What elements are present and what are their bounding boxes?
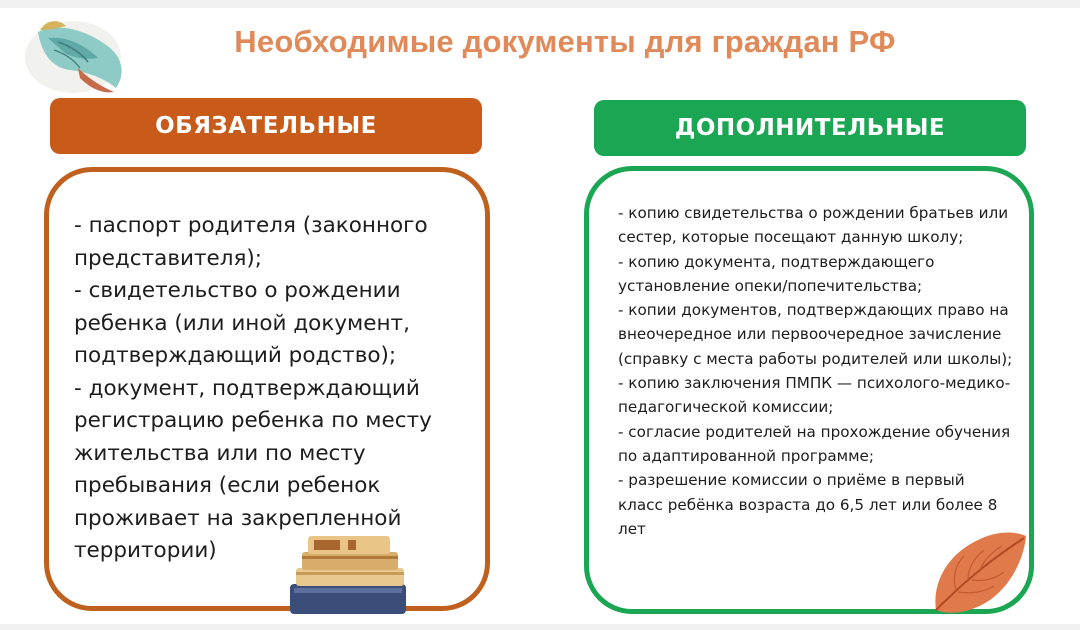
top-strip [0, 0, 1080, 8]
bottom-strip [0, 624, 1080, 630]
list-item: - копии документов, подтверждающих право на внеочередное или первоочередное зачисление (справку с места работы родителей или школы); [618, 301, 1013, 368]
list-item: - свидетельство о рождении ребенка (или иной документ, подтверждающий родство); [74, 278, 410, 368]
mandatory-list [74, 210, 469, 568]
list-item: - разрешение комиссии о приёме в первый класс ребёнка возраста до 6,5 лет или более 8 лет [618, 471, 998, 538]
list-item: - копию документа, подтверждающего установление опеки/попечительства; [618, 252, 935, 295]
list-item: - копию заключения ПМПК — психолого-медико-педагогической комиссии; [618, 374, 1011, 417]
book-stack-icon [284, 528, 414, 618]
page-title: Необходимые документы для граждан РФ [234, 24, 896, 59]
mandatory-header: ОБЯЗАТЕЛЬНЫЕ [50, 98, 482, 154]
autumn-leaf-icon [928, 524, 1030, 616]
list-item: - паспорт родителя (законного представителя); [74, 213, 428, 271]
additional-header: ДОПОЛНИТЕЛЬНЫЕ [594, 100, 1026, 156]
list-item: - копию свидетельства о рождении братьев или сестер, которые посещают данную школу; [618, 204, 1009, 247]
list-item: - согласие родителей на прохождение обучения по адаптированной программе; [618, 422, 1011, 465]
list-item: - документ, подтверждающий регистрацию ребенка по месту жительства или по месту пребывания (если ребенок проживает на закрепленной территории) [74, 375, 432, 563]
additional-list [618, 201, 1014, 541]
